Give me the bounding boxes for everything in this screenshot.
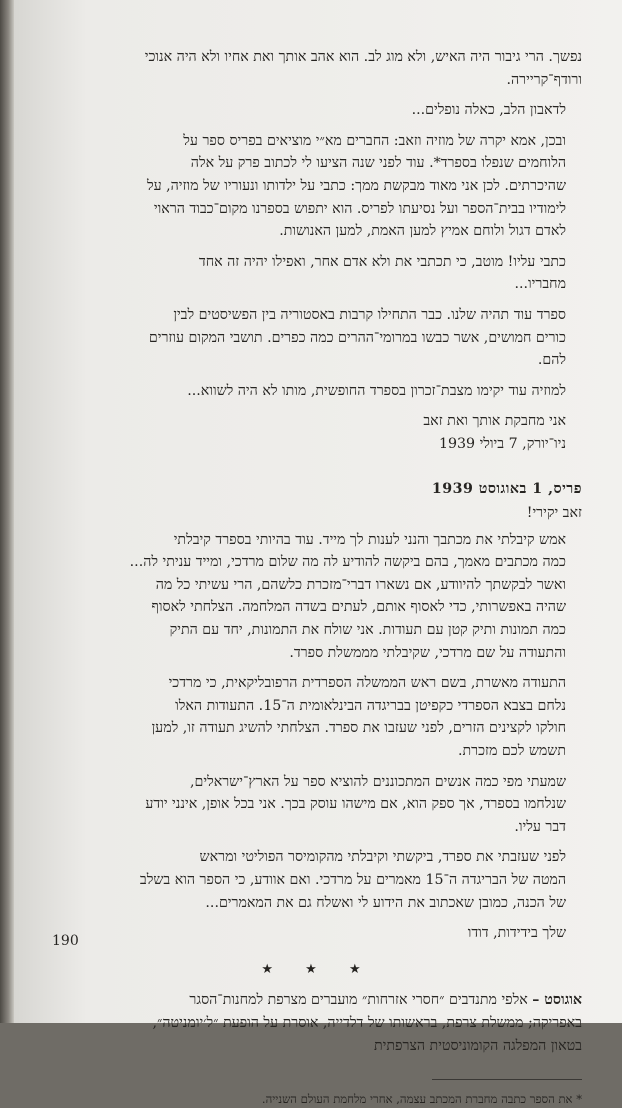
text-line: חולקו לקצינים הזרים, לפני שעזבו את ספרד. הצלחתי להשיג תעודה זו, למען bbox=[151, 720, 566, 737]
paragraph bbox=[54, 46, 582, 91]
signature-place-date: ניו־יורק, 7 ביולי 1939 bbox=[438, 435, 566, 452]
text-line: להם. bbox=[537, 352, 566, 369]
paragraph bbox=[54, 529, 582, 665]
text-line: אמש קיבלתי את מכתבך והנני לענות לך מייד. עוד בהיותי בספרד קיבלתי bbox=[173, 531, 566, 548]
signature-block-two: שלך בידידות, דודו bbox=[467, 925, 566, 942]
chronicle-line: אלפי מתנדבים ״חסרי אזרחות״ מועברים מצרפת למחנות־הסגר bbox=[189, 992, 528, 1009]
text-line: תשמש לכם מזכרת. bbox=[457, 743, 566, 760]
paragraph bbox=[54, 846, 582, 914]
footnote-divider bbox=[432, 1079, 582, 1080]
text-line: דבר עליו. bbox=[514, 818, 566, 835]
text-line: כתבי עליו! מוטב, כי תכתבי את ולא אדם אחר, ואפילו יהיה זה אחד bbox=[198, 253, 566, 270]
chronicle-line: באפריקה; ממשלת צרפת, בראשותו של דלדייה, אוסרת על הופעת ״ל׳יומניטה״, bbox=[152, 1014, 582, 1031]
text-line: ספרד עוד תהיה שלנו. כבר התחילו קרבות באסטוריה בין הפשיסטים לבין bbox=[173, 306, 566, 323]
paragraph bbox=[54, 251, 582, 296]
text-line: לימודיו בבית־הספר ועל נסיעתו לפריס. הוא יתפוש בספרנו מקום־כבוד הראוי bbox=[153, 200, 566, 217]
text-line: הלוחמים שנפלו בספרד*. עוד לפני שנה הציעו לי לכתוב פרק על אלה bbox=[190, 155, 566, 172]
letter-two-salutation: זאב יקירי! bbox=[526, 505, 582, 522]
paragraph bbox=[54, 672, 582, 762]
signature-line: אני מחבקת אותך ואת זאב bbox=[423, 413, 566, 430]
paragraph bbox=[54, 99, 582, 122]
text-line: שהיכרתים. לכן אני מאוד מבקשת ממך: כתבי על ילדותו ונעוריו של מוזיה, על bbox=[146, 177, 566, 194]
text-line: לאדם דגול ולוחם אמיץ למען האמת, למען האנושות. bbox=[279, 223, 566, 240]
text-line: ואשר לבקשתך להיוודע, אם נשארו דברי־מזכרת כלשהם, הרי עשיתי כל מה bbox=[155, 576, 566, 593]
text-line: לפני שעזבתי את ספרד, ביקשתי וקיבלתי מהקומיסר הפוליטי ומראש bbox=[199, 849, 566, 866]
chronicle-line: בטאון המפלגה הקומוניסטית הצרפתית bbox=[374, 1037, 582, 1054]
paragraph bbox=[54, 380, 582, 403]
text-line: והתעודה על שם מרדכי, שקיבלתי מממשלת ספרד. bbox=[289, 644, 566, 661]
paragraph bbox=[54, 130, 582, 243]
chronicle-entry bbox=[54, 989, 582, 1057]
letter-two-body bbox=[54, 529, 582, 915]
text-line: כמה תמונות ותיק קטן עם תעודות. אני שולח את התמונות, יחד עם התיק bbox=[169, 622, 566, 639]
text-line: לדאבון הלב, כאלה נופלים... bbox=[411, 102, 566, 119]
signature-block-one bbox=[54, 410, 582, 455]
text-line: נפשך. הרי גיבור היה האיש, ולא מוג לב. הוא אהב אותך ואת אחיו ולא היה אנוכי bbox=[144, 49, 582, 65]
letter-two-heading: פריס, 1 באוגוסט 1939 bbox=[431, 480, 582, 497]
paragraph bbox=[54, 304, 582, 372]
text-line: שנלחמו בספרד, אך ספק הוא, אם מישהו עוסק בכך. אני בכל אופן, אינני יודע bbox=[145, 796, 566, 813]
letter-one-body bbox=[54, 46, 582, 402]
book-page bbox=[14, 0, 622, 1107]
text-line: התעודה מאשרת, בשם ראש הממשלה הספרדית הרפובליקאית, כי מרדכי bbox=[168, 675, 566, 692]
text-line: ורודף־קריירה. bbox=[506, 71, 582, 88]
text-line: שמעתי מפי כמה אנשים המתכוננים להוציא ספר על הארץ־ישראלים, bbox=[189, 773, 566, 790]
section-separator-stars: ★ ★ ★ bbox=[261, 961, 375, 977]
page-number: 190 bbox=[52, 933, 79, 949]
text-line: כמה מכתבים מאמך, בהם ביקשה להודיע לה מה שלום מרדכי, ומייד עניתי לה... bbox=[129, 554, 566, 571]
text-line: כורים חמושים, אשר כבשו במרומי־ההרים כמה כפרים. תושבי המקום עוזרים bbox=[148, 329, 566, 346]
text-line: נלחם בצבא הספרדי כקפיטן בבריגדה הבינלאומית ה־15. התעודות האלו bbox=[175, 697, 566, 714]
text-line: המטה של הבריגדה ה־15 מאמרים על מרדכי. ואם אוודע, כי הספר הוא בשלב bbox=[139, 872, 566, 888]
book-spine-shadow bbox=[0, 0, 14, 1023]
text-line: של הכנה, כמובן שאכתוב את הידוע לי ואשלח גם את המאמרים... bbox=[205, 894, 566, 911]
text-line: למוזיה עוד יקימו מצבת־זכרון בספרד החופשית, מותו לא היה לשווא... bbox=[187, 382, 566, 399]
paragraph bbox=[54, 771, 582, 839]
chronicle-date: אוגוסט – bbox=[532, 992, 582, 1009]
text-line: שהיה באפשרותי, כדי לאסוף אותם, לעתים בשדה המלחמה. הצלחתי לאסוף bbox=[151, 599, 566, 616]
text-line: מחבריו... bbox=[514, 276, 566, 293]
footnote: * את הספר כתבה מחברת המכתב עצמה, אחרי מלחמת העולם השנייה. bbox=[261, 1092, 582, 1107]
text-line: ובכן, אמא יקרה של מוזיה וזאב: החברים מא״י מוציאים בפריס ספר על bbox=[183, 132, 566, 149]
